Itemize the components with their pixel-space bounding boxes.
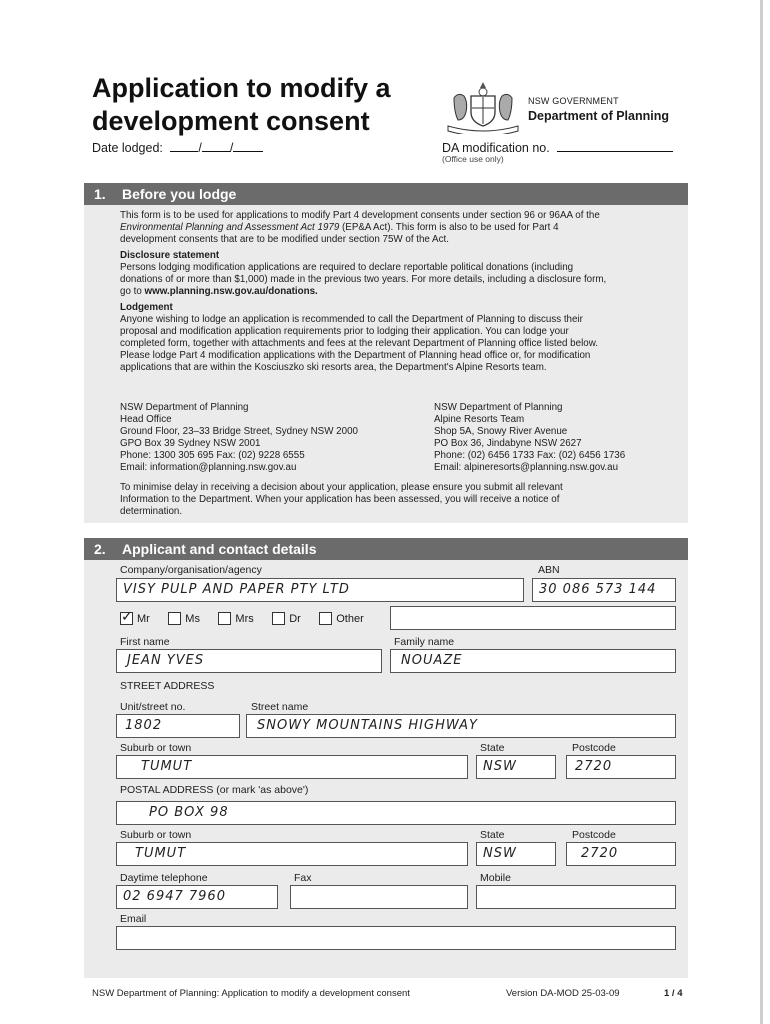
title-mrs-label: Mrs [235, 612, 254, 625]
disclosure-line-3-text: go to [120, 286, 145, 297]
date-lodged: Date lodged: / / [92, 140, 263, 155]
da-modification-no [442, 140, 673, 155]
head-office-address [120, 402, 420, 474]
phone-label: Daytime telephone [120, 872, 208, 884]
title-ms-label: Ms [185, 612, 200, 625]
lodgement-line-3: completed form, together with attachments and fees at the relevant Department of Planning office listed below. [120, 338, 598, 349]
section-1-header [84, 183, 688, 205]
title-other-field[interactable] [390, 606, 676, 630]
title-dr-label: Dr [289, 612, 301, 625]
abn-field[interactable] [532, 578, 676, 602]
title-other-label: Other [336, 612, 364, 625]
unit-label: Unit/street no. [120, 701, 186, 713]
abn-value: 30 086 573 144 [539, 582, 657, 597]
street-name-label: Street name [251, 701, 309, 713]
date-day-line [170, 140, 198, 152]
title-line-1: Application to modify a [92, 73, 391, 103]
family-name-value: NOUAZE [401, 653, 463, 668]
unit-field[interactable] [116, 714, 240, 738]
title-mrs-option[interactable] [218, 612, 253, 625]
intro-line-2-rest: (EP&A Act). This form is also to be used for Part 4 [339, 222, 559, 233]
date-year-line [233, 140, 263, 152]
title-ms-checkbox[interactable] [168, 612, 181, 625]
title-mr-checkbox[interactable] [120, 612, 133, 625]
date-lodged-label: Date lodged: [92, 141, 163, 155]
title-line-2: development consent [92, 106, 370, 136]
act-name: Environmental Planning and Assessment Act 1979 [120, 222, 340, 233]
title-mrs-checkbox[interactable] [218, 612, 231, 625]
abn-label: ABN [538, 564, 560, 576]
date-month-line [202, 140, 230, 152]
title-mr-label: Mr [137, 612, 150, 625]
department-label: Department of Planning [528, 109, 669, 123]
postal-state-value: NSW [483, 846, 517, 861]
postal-postcode-label: Postcode [572, 829, 616, 841]
family-name-field[interactable] [390, 649, 676, 673]
first-name-field[interactable] [116, 649, 382, 673]
state-value: NSW [483, 759, 517, 774]
footer-version: Version DA-MOD 25-03-09 [506, 988, 620, 999]
postcode-field[interactable] [566, 755, 676, 779]
phone-field[interactable] [116, 885, 278, 909]
company-value: VISY PULP AND PAPER PTY LTD [123, 582, 350, 597]
footer-title: NSW Department of Planning: Application to modify a development consent [92, 988, 410, 999]
title-other-checkbox[interactable] [319, 612, 332, 625]
section-2-title: Applicant and contact details [122, 541, 317, 557]
postal-postcode-field[interactable] [566, 842, 676, 866]
section-2-number: 2. [94, 541, 106, 557]
minimise-line-3: determination. [120, 506, 183, 517]
suburb-label: Suburb or town [120, 742, 192, 754]
alpine-office-line: Phone: (02) 6456 1733 Fax: (02) 6456 1736 [434, 450, 626, 461]
head-office-line: GPO Box 39 Sydney NSW 2001 [120, 438, 261, 449]
postal-state-label: State [480, 829, 505, 841]
minimise-line-2: Information to the Department. When your application has been assessed, you will receive a notice of [120, 494, 560, 505]
page-title [92, 72, 391, 138]
alpine-office-line: NSW Department of Planning [434, 402, 563, 413]
da-modification-line [557, 140, 673, 152]
minimise-delay-note [120, 482, 685, 518]
head-office-line: Email: information@planning.nsw.gov.au [120, 462, 297, 473]
alpine-office-address [434, 402, 686, 474]
postal-suburb-field[interactable] [116, 842, 468, 866]
postal-address-heading: POSTAL ADDRESS (or mark 'as above') [120, 784, 309, 796]
section-1-number: 1. [94, 186, 106, 202]
nsw-crest-logo [444, 80, 522, 134]
title-dr-option[interactable] [272, 612, 301, 625]
alpine-office-line: PO Box 36, Jindabyne NSW 2627 [434, 438, 582, 449]
disclosure-line-3 [120, 286, 685, 298]
unit-value: 1802 [125, 718, 163, 733]
title-dr-checkbox[interactable] [272, 612, 285, 625]
email-field[interactable] [116, 926, 676, 950]
alpine-office-line: Shop 5A, Snowy River Avenue [434, 426, 568, 437]
fax-label: Fax [294, 872, 312, 884]
section-1-body [120, 210, 685, 374]
da-modification-label: DA modification no. [442, 141, 550, 155]
section-1-title: Before you lodge [122, 186, 237, 202]
state-label: State [480, 742, 505, 754]
title-options [120, 612, 378, 630]
suburb-value: TUMUT [141, 759, 193, 774]
lodgement-line-5: applications that are within the Kosciuszko ski resorts area, the Department's Alpine Resorts team. [120, 362, 547, 373]
postcode-value: 2720 [575, 759, 613, 774]
postal-postcode-value: 2720 [581, 846, 619, 861]
head-office-line: Phone: 1300 305 695 Fax: (02) 9228 6555 [120, 450, 305, 461]
postal-address-field[interactable] [116, 801, 676, 825]
mobile-field[interactable] [476, 885, 676, 909]
title-ms-option[interactable] [168, 612, 200, 625]
alpine-office-line: Alpine Resorts Team [434, 414, 525, 425]
mobile-label: Mobile [480, 872, 511, 884]
street-name-field[interactable] [246, 714, 676, 738]
intro-line-2 [120, 222, 685, 234]
disclosure-heading: Disclosure statement [120, 250, 220, 261]
intro-line-1: This form is to be used for applications to modify Part 4 development consents under section 96 or 96AA of the [120, 210, 600, 221]
company-field[interactable] [116, 578, 524, 602]
phone-value: 02 6947 7960 [123, 889, 226, 904]
office-use-note: (Office use only) [442, 154, 504, 164]
title-other-option[interactable] [319, 612, 364, 625]
state-field[interactable] [476, 755, 556, 779]
first-name-label: First name [120, 636, 170, 648]
minimise-line-1: To minimise delay in receiving a decision about your application, please ensure you submit all relevant [120, 482, 563, 493]
lodgement-line-2: proposal and modification application requirements prior to lodging their application. You can lodge your [120, 326, 569, 337]
postal-state-field[interactable] [476, 842, 556, 866]
email-label: Email [120, 913, 147, 925]
head-office-line: Ground Floor, 23–33 Bridge Street, Sydney NSW 2000 [120, 426, 358, 437]
scan-edge [760, 0, 763, 1024]
street-address-heading: STREET ADDRESS [120, 680, 215, 692]
donations-link[interactable]: www.planning.nsw.gov.au/donations. [144, 286, 318, 297]
lodgement-line-4: Please lodge Part 4 modification applications with the Department of Planning head office or, for modification [120, 350, 591, 361]
head-office-line: Head Office [120, 414, 172, 425]
head-office-line: NSW Department of Planning [120, 402, 249, 413]
lodgement-heading: Lodgement [120, 302, 173, 313]
disclosure-line-2: donations of or more than $1,000) made in the previous two years. For more details, including a disclosure form, [120, 274, 607, 285]
postal-suburb-label: Suburb or town [120, 829, 192, 841]
page-number: 1 / 4 [664, 988, 683, 999]
family-name-label: Family name [394, 636, 455, 648]
company-label: Company/organisation/agency [120, 564, 262, 576]
postcode-label: Postcode [572, 742, 616, 754]
title-mr-option[interactable] [120, 612, 150, 625]
postal-suburb-value: TUMUT [135, 846, 187, 861]
first-name-value: JEAN YVES [127, 653, 205, 668]
section-2-header [84, 538, 688, 560]
disclosure-line-1: Persons lodging modification applications are required to declare reportable political donations (including [120, 262, 574, 273]
postal-address-value: PO BOX 98 [149, 805, 229, 820]
lodgement-line-1: Anyone wishing to lodge an application is recommended to call the Department of Planning to discuss their [120, 314, 583, 325]
nsw-government-label: NSW GOVERNMENT [528, 96, 619, 106]
suburb-field[interactable] [116, 755, 468, 779]
fax-field[interactable] [290, 885, 468, 909]
alpine-office-line: Email: alpineresorts@planning.nsw.gov.au [434, 462, 619, 473]
street-name-value: SNOWY MOUNTAINS HIGHWAY [257, 718, 478, 733]
intro-line-3: development consents that are to be modified under section 75W of the Act. [120, 234, 449, 245]
